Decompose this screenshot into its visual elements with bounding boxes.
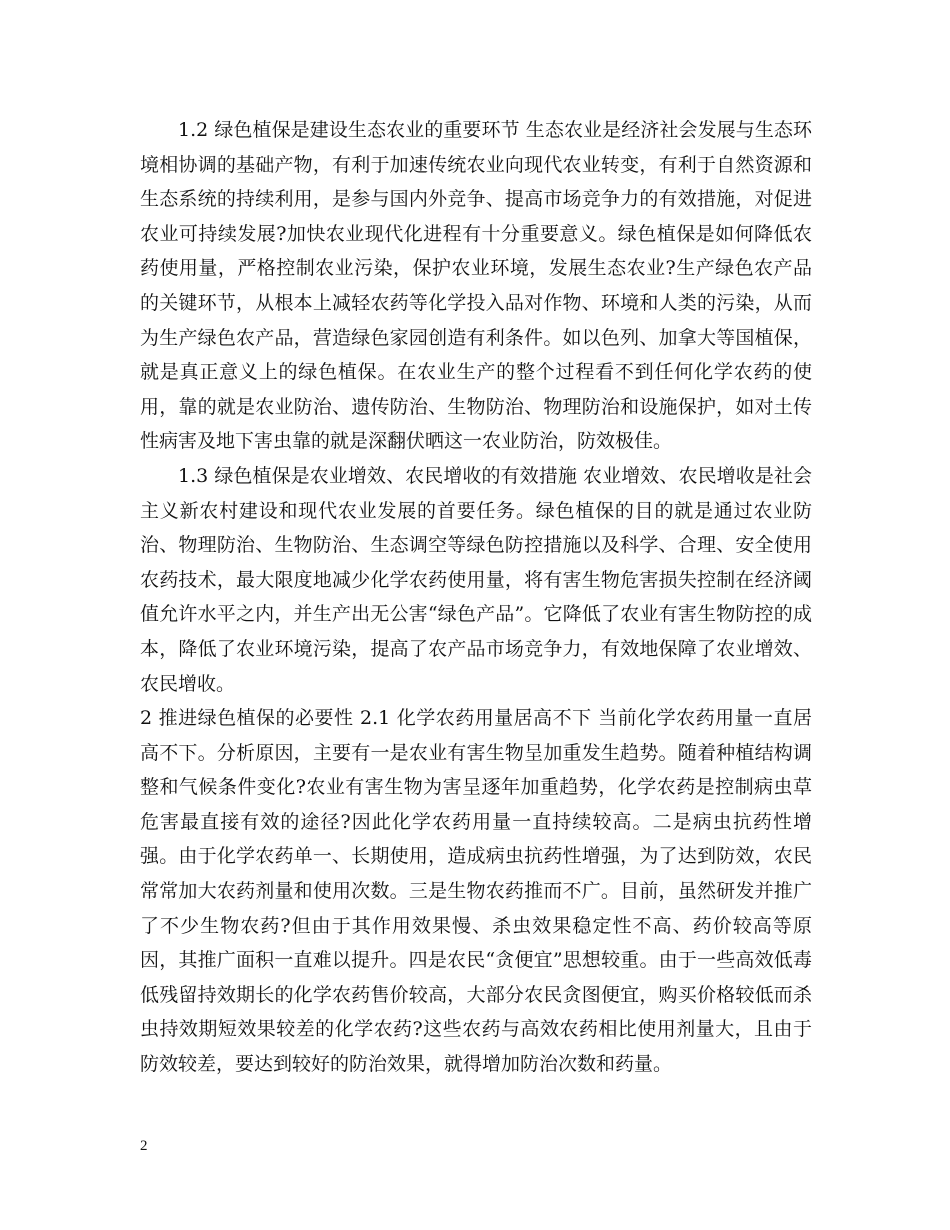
paragraph-1-3: 1.3 绿色植保是农业增效、农民增收的有效措施 农业增效、农民增收是社会主义新农村建设和现代农业发展的首要任务。绿色植保的目的就是通过农业防治、物理防治、生物防治、生态调空等绿色防控措施以及科学、合理、安全使用农药技术，最大限度地减少化学农药使用量，将有害生物危害损失控制在经济阈值允许水平之内，并生产出无公害“绿色产品”。它降低了农业有害生物防控的成本，降低了农业环境污染，提高了农产品市场竞争力，有效地保障了农业增效、农民增收。 [140,464,812,695]
page-number: 2 [140,1138,148,1154]
paragraph-1-2: 1.2 绿色植保是建设生态农业的重要环节 生态农业是经济社会发展与生态环境相协调的基础产物，有利于加速传统农业向现代农业转变，有利于自然资源和生态系统的持续利用，是参与国内外竞争、提高市场竞争力的有效措施，对促进农业可持续发展?加快农业现代化进程有十分重要意义。绿色植保是如何降低农药使用量，严格控制农业污染，保护农业环境，发展生态农业?生产绿色农产品的关键环节，从根本上减轻农药等化学投入品对作物、环境和人类的污染，从而为生产绿色农产品，营造绿色家园创造有利条件。如以色列、加拿大等国植保，就是真正意义上的绿色植保。在农业生产的整个过程看不到任何化学农药的使用，靠的就是农业防治、遗传防治、生物防治、物理防治和设施保护，如对土传性病害及地下害虫靠的就是深翻伏晒这一农业防治，防效极佳。 [140,119,812,453]
document-body [140,113,812,1082]
paragraph-2: 2 推进绿色植保的必要性 2.1 化学农药用量居高不下 当前化学农药用量一直居高不下。分析原因，主要有一是农业有害生物呈加重发生趋势。随着种植结构调整和气候条件变化?农业有害生物为害呈逐年加重趋势，化学农药是控制病虫草危害最直接有效的途径?因此化学农药用量一直持续较高。二是病虫抗药性增强。由于化学农药单一、长期使用，造成病虫抗药性增强，为了达到防效，农民常常加大农药剂量和使用次数。三是生物农药推而不广。目前，虽然研发并推广了不少生物农药?但由于其作用效果慢、杀虫效果稳定性不高、药价较高等原因，其推广面积一直难以提升。四是农民“贪便宜”思想较重。由于一些高效低毒低残留持效期长的化学农药售价较高，大部分农民贪图便宜，购买价格较低而杀虫持效期短效果较差的化学农药?这些农药与高效农药相比使用剂量大，且由于防效较差，要达到较好的防治效果，就得增加防治次数和药量。 [140,707,812,1076]
